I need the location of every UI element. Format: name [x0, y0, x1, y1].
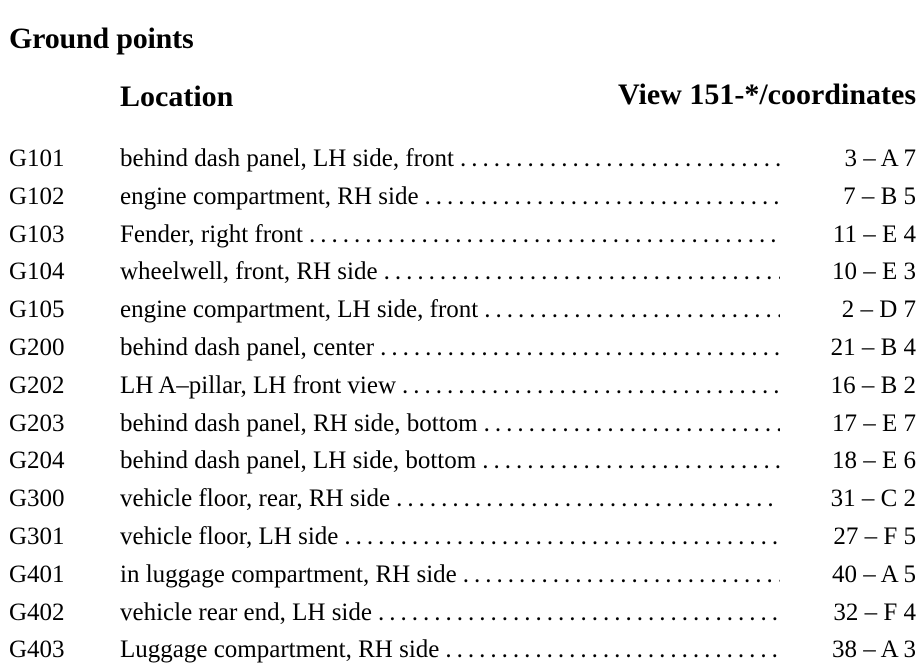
location-cell [120, 367, 780, 405]
list-item [0, 140, 924, 178]
location-text: behind dash panel, center [120, 329, 380, 367]
location-text: wheelwell, front, RH side [120, 253, 384, 291]
list-item [0, 631, 924, 669]
list-item [0, 178, 924, 216]
location-cell [120, 518, 780, 556]
list-item [0, 556, 924, 594]
ground-points-list [0, 140, 924, 669]
page-title: Ground points [9, 22, 194, 55]
dot-leader [384, 253, 780, 291]
ground-point-id: G401 [9, 560, 65, 588]
view-coordinates: 31 – C 2 [830, 485, 916, 513]
dot-leader [309, 216, 780, 254]
location-text: vehicle floor, rear, RH side [120, 480, 396, 518]
dot-leader [460, 140, 780, 178]
ground-point-id: G202 [9, 371, 65, 399]
ground-point-id: G200 [9, 333, 65, 361]
dot-leader [378, 594, 780, 632]
list-item [0, 367, 924, 405]
view-coordinates: 10 – E 3 [831, 258, 916, 286]
location-text: behind dash panel, LH side, bottom [120, 442, 482, 480]
list-item [0, 480, 924, 518]
location-text: vehicle rear end, LH side [120, 594, 378, 632]
dot-leader [482, 442, 780, 480]
ground-point-id: G101 [9, 145, 65, 172]
list-item [0, 291, 924, 329]
location-cell [120, 405, 780, 443]
view-coordinates: 21 – B 4 [830, 333, 916, 361]
location-cell [120, 291, 780, 329]
view-coordinates: 38 – A 3 [831, 636, 916, 664]
dot-leader [445, 631, 780, 669]
dot-leader [396, 480, 780, 518]
location-text: behind dash panel, LH side, front [120, 140, 460, 178]
dot-leader [380, 329, 780, 367]
dot-leader [463, 556, 780, 594]
ground-point-id: G104 [9, 258, 65, 286]
list-item [0, 518, 924, 556]
ground-point-id: G103 [9, 220, 65, 248]
location-cell [120, 442, 780, 480]
view-coordinates: 16 – B 2 [830, 371, 916, 399]
location-cell [120, 594, 780, 632]
view-coordinates: 32 – F 4 [833, 598, 916, 626]
list-item [0, 594, 924, 632]
ground-point-id: G300 [9, 485, 65, 513]
location-text: vehicle floor, LH side [120, 518, 344, 556]
ground-point-id: G203 [9, 409, 65, 437]
dot-leader [484, 291, 780, 329]
location-text: Fender, right front [120, 216, 309, 254]
column-header-view: View 151-*/coordinates [617, 78, 916, 111]
view-coordinates: 18 – E 6 [831, 447, 916, 475]
column-header-location: Location [120, 80, 234, 113]
ground-point-id: G301 [9, 522, 65, 550]
view-coordinates: 3 – A 7 [844, 145, 916, 172]
location-text: engine compartment, LH side, front [120, 291, 484, 329]
view-coordinates: 2 – D 7 [841, 296, 916, 324]
location-cell [120, 329, 780, 367]
location-cell [120, 140, 780, 178]
list-item [0, 329, 924, 367]
view-coordinates: 40 – A 5 [831, 560, 916, 588]
location-text: Luggage compartment, RH side [120, 631, 445, 669]
dot-leader [344, 518, 780, 556]
list-item [0, 253, 924, 291]
location-cell [120, 253, 780, 291]
location-cell [120, 216, 780, 254]
view-coordinates: 7 – B 5 [843, 182, 916, 210]
location-cell [120, 178, 780, 216]
view-coordinates: 17 – E 7 [831, 409, 916, 437]
ground-point-id: G102 [9, 182, 65, 210]
ground-point-id: G105 [9, 296, 65, 324]
ground-point-id: G204 [9, 447, 65, 475]
location-cell [120, 556, 780, 594]
dot-leader [425, 178, 780, 216]
ground-point-id: G402 [9, 598, 65, 626]
list-item [0, 442, 924, 480]
location-text: engine compartment, RH side [120, 178, 425, 216]
location-cell [120, 480, 780, 518]
dot-leader [484, 405, 780, 443]
location-text: behind dash panel, RH side, bottom [120, 405, 484, 443]
dot-leader [402, 367, 780, 405]
view-coordinates: 11 – E 4 [832, 220, 916, 248]
location-text: LH A–pillar, LH front view [120, 367, 402, 405]
location-cell [120, 631, 780, 669]
list-item [0, 405, 924, 443]
ground-point-id: G403 [9, 636, 65, 664]
view-coordinates: 27 – F 5 [833, 522, 916, 550]
location-text: in luggage compartment, RH side [120, 556, 463, 594]
list-item [0, 216, 924, 254]
